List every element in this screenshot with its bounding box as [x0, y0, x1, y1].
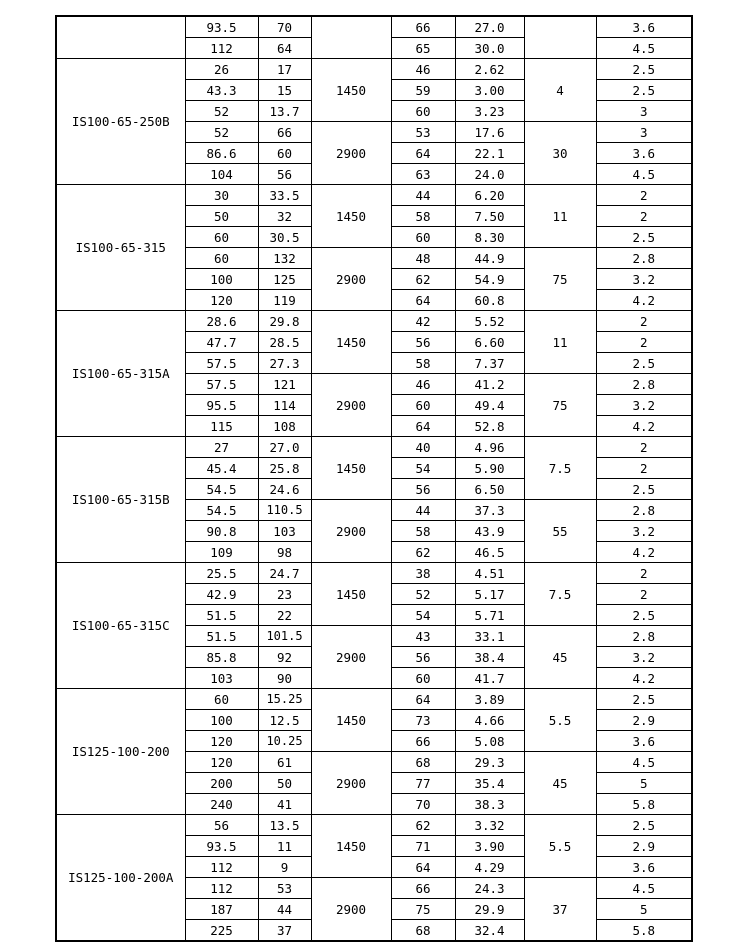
shaft-power-cell: 30.0	[455, 38, 524, 59]
motor-power-cell: 11	[524, 185, 596, 248]
npsh-cell: 2.5	[596, 353, 692, 374]
shaft-power-cell: 4.29	[455, 857, 524, 878]
model-cell: IS100-65-315B	[56, 437, 185, 563]
head-cell: 27.0	[258, 437, 311, 458]
shaft-power-cell: 3.32	[455, 815, 524, 836]
shaft-power-cell: 8.30	[455, 227, 524, 248]
table-row	[56, 185, 692, 206]
flow-cell: 60	[185, 227, 258, 248]
flow-cell: 120	[185, 731, 258, 752]
shaft-power-cell: 22.1	[455, 143, 524, 164]
head-cell: 53	[258, 878, 311, 899]
shaft-power-cell: 6.60	[455, 332, 524, 353]
efficiency-cell: 48	[391, 248, 455, 269]
flow-cell: 95.5	[185, 395, 258, 416]
shaft-power-cell: 2.62	[455, 59, 524, 80]
model-cell	[56, 16, 185, 59]
npsh-cell: 3.2	[596, 395, 692, 416]
head-cell: 90	[258, 668, 311, 689]
motor-power-cell: 45	[524, 752, 596, 815]
flow-cell: 51.5	[185, 626, 258, 647]
model-cell: IS100-65-315A	[56, 311, 185, 437]
efficiency-cell: 58	[391, 353, 455, 374]
flow-cell: 30	[185, 185, 258, 206]
head-cell: 103	[258, 521, 311, 542]
head-cell: 70	[258, 16, 311, 38]
head-cell: 11	[258, 836, 311, 857]
motor-power-cell: 55	[524, 500, 596, 563]
head-cell: 9	[258, 857, 311, 878]
flow-cell: 25.5	[185, 563, 258, 584]
shaft-power-cell: 3.89	[455, 689, 524, 710]
shaft-power-cell: 38.3	[455, 794, 524, 815]
flow-cell: 90.8	[185, 521, 258, 542]
shaft-power-cell: 52.8	[455, 416, 524, 437]
efficiency-cell: 59	[391, 80, 455, 101]
head-cell: 23	[258, 584, 311, 605]
speed-cell: 2900	[311, 248, 391, 311]
efficiency-cell: 58	[391, 206, 455, 227]
efficiency-cell: 60	[391, 101, 455, 122]
npsh-cell: 2.5	[596, 815, 692, 836]
shaft-power-cell: 29.9	[455, 899, 524, 920]
flow-cell: 42.9	[185, 584, 258, 605]
flow-cell: 103	[185, 668, 258, 689]
npsh-cell: 2.5	[596, 689, 692, 710]
efficiency-cell: 44	[391, 500, 455, 521]
shaft-power-cell: 3.23	[455, 101, 524, 122]
flow-cell: 100	[185, 710, 258, 731]
efficiency-cell: 53	[391, 122, 455, 143]
table-row	[56, 563, 692, 584]
flow-cell: 57.5	[185, 353, 258, 374]
flow-cell: 86.6	[185, 143, 258, 164]
head-cell: 15.25	[258, 689, 311, 710]
npsh-cell: 2.5	[596, 479, 692, 500]
efficiency-cell: 62	[391, 542, 455, 563]
flow-cell: 109	[185, 542, 258, 563]
table-row	[56, 311, 692, 332]
npsh-cell: 2.8	[596, 374, 692, 395]
head-cell: 114	[258, 395, 311, 416]
shaft-power-cell: 6.50	[455, 479, 524, 500]
flow-cell: 50	[185, 206, 258, 227]
flow-cell: 56	[185, 815, 258, 836]
motor-power-cell: 4	[524, 59, 596, 122]
shaft-power-cell: 5.52	[455, 311, 524, 332]
shaft-power-cell: 41.2	[455, 374, 524, 395]
model-cell: IS125-100-200	[56, 689, 185, 815]
motor-power-cell: 11	[524, 311, 596, 374]
head-cell: 56	[258, 164, 311, 185]
efficiency-cell: 64	[391, 416, 455, 437]
motor-power-cell: 30	[524, 122, 596, 185]
npsh-cell: 3.2	[596, 521, 692, 542]
head-cell: 92	[258, 647, 311, 668]
efficiency-cell: 68	[391, 752, 455, 773]
shaft-power-cell: 27.0	[455, 16, 524, 38]
efficiency-cell: 44	[391, 185, 455, 206]
flow-cell: 52	[185, 101, 258, 122]
efficiency-cell: 75	[391, 899, 455, 920]
table-row	[56, 689, 692, 710]
shaft-power-cell: 37.3	[455, 500, 524, 521]
efficiency-cell: 66	[391, 16, 455, 38]
npsh-cell: 2	[596, 311, 692, 332]
motor-power-cell: 5.5	[524, 815, 596, 878]
motor-power-cell: 45	[524, 626, 596, 689]
efficiency-cell: 62	[391, 815, 455, 836]
efficiency-cell: 56	[391, 332, 455, 353]
npsh-cell: 2.8	[596, 500, 692, 521]
flow-cell: 104	[185, 164, 258, 185]
npsh-cell: 3	[596, 101, 692, 122]
speed-cell: 1450	[311, 437, 391, 500]
head-cell: 41	[258, 794, 311, 815]
shaft-power-cell: 29.3	[455, 752, 524, 773]
efficiency-cell: 58	[391, 521, 455, 542]
flow-cell: 60	[185, 689, 258, 710]
head-cell: 121	[258, 374, 311, 395]
model-cell: IS100-65-315C	[56, 563, 185, 689]
speed-cell: 1450	[311, 689, 391, 752]
npsh-cell: 4.2	[596, 416, 692, 437]
efficiency-cell: 46	[391, 374, 455, 395]
speed-cell: 2900	[311, 500, 391, 563]
shaft-power-cell: 49.4	[455, 395, 524, 416]
npsh-cell: 2.8	[596, 248, 692, 269]
flow-cell: 54.5	[185, 500, 258, 521]
npsh-cell: 4.2	[596, 290, 692, 311]
head-cell: 10.25	[258, 731, 311, 752]
npsh-cell: 4.2	[596, 542, 692, 563]
efficiency-cell: 63	[391, 164, 455, 185]
motor-power-cell	[524, 16, 596, 59]
npsh-cell: 5.8	[596, 920, 692, 942]
shaft-power-cell: 5.17	[455, 584, 524, 605]
speed-cell: 1450	[311, 59, 391, 122]
efficiency-cell: 65	[391, 38, 455, 59]
head-cell: 108	[258, 416, 311, 437]
shaft-power-cell: 3.00	[455, 80, 524, 101]
flow-cell: 60	[185, 248, 258, 269]
speed-cell: 1450	[311, 563, 391, 626]
efficiency-cell: 71	[391, 836, 455, 857]
head-cell: 24.7	[258, 563, 311, 584]
efficiency-cell: 56	[391, 647, 455, 668]
npsh-cell: 5.8	[596, 794, 692, 815]
shaft-power-cell: 17.6	[455, 122, 524, 143]
table-row	[56, 437, 692, 458]
shaft-power-cell: 4.51	[455, 563, 524, 584]
table-row	[56, 16, 692, 38]
npsh-cell: 2.9	[596, 836, 692, 857]
efficiency-cell: 60	[391, 227, 455, 248]
flow-cell: 112	[185, 857, 258, 878]
efficiency-cell: 60	[391, 395, 455, 416]
head-cell: 12.5	[258, 710, 311, 731]
model-cell: IS100-65-250B	[56, 59, 185, 185]
motor-power-cell: 7.5	[524, 563, 596, 626]
npsh-cell: 2	[596, 332, 692, 353]
efficiency-cell: 42	[391, 311, 455, 332]
npsh-cell: 5	[596, 899, 692, 920]
flow-cell: 93.5	[185, 16, 258, 38]
npsh-cell: 4.5	[596, 878, 692, 899]
efficiency-cell: 60	[391, 668, 455, 689]
table-row	[56, 815, 692, 836]
shaft-power-cell: 44.9	[455, 248, 524, 269]
shaft-power-cell: 41.7	[455, 668, 524, 689]
shaft-power-cell: 5.90	[455, 458, 524, 479]
shaft-power-cell: 7.37	[455, 353, 524, 374]
head-cell: 17	[258, 59, 311, 80]
efficiency-cell: 68	[391, 920, 455, 942]
flow-cell: 93.5	[185, 836, 258, 857]
npsh-cell: 5	[596, 773, 692, 794]
npsh-cell: 3.6	[596, 857, 692, 878]
head-cell: 101.5	[258, 626, 311, 647]
shaft-power-cell: 24.3	[455, 878, 524, 899]
flow-cell: 43.3	[185, 80, 258, 101]
motor-power-cell: 37	[524, 878, 596, 942]
efficiency-cell: 38	[391, 563, 455, 584]
efficiency-cell: 54	[391, 605, 455, 626]
head-cell: 98	[258, 542, 311, 563]
flow-cell: 27	[185, 437, 258, 458]
head-cell: 24.6	[258, 479, 311, 500]
shaft-power-cell: 32.4	[455, 920, 524, 942]
efficiency-cell: 52	[391, 584, 455, 605]
flow-cell: 45.4	[185, 458, 258, 479]
flow-cell: 120	[185, 290, 258, 311]
npsh-cell: 2.5	[596, 227, 692, 248]
shaft-power-cell: 35.4	[455, 773, 524, 794]
efficiency-cell: 46	[391, 59, 455, 80]
npsh-cell: 4.5	[596, 164, 692, 185]
head-cell: 27.3	[258, 353, 311, 374]
shaft-power-cell: 3.90	[455, 836, 524, 857]
flow-cell: 28.6	[185, 311, 258, 332]
speed-cell	[311, 16, 391, 59]
head-cell: 13.5	[258, 815, 311, 836]
head-cell: 50	[258, 773, 311, 794]
head-cell: 125	[258, 269, 311, 290]
efficiency-cell: 54	[391, 458, 455, 479]
shaft-power-cell: 4.66	[455, 710, 524, 731]
shaft-power-cell: 33.1	[455, 626, 524, 647]
shaft-power-cell: 54.9	[455, 269, 524, 290]
flow-cell: 112	[185, 878, 258, 899]
head-cell: 25.8	[258, 458, 311, 479]
npsh-cell: 3.6	[596, 731, 692, 752]
flow-cell: 51.5	[185, 605, 258, 626]
efficiency-cell: 64	[391, 857, 455, 878]
shaft-power-cell: 7.50	[455, 206, 524, 227]
flow-cell: 26	[185, 59, 258, 80]
npsh-cell: 2.5	[596, 80, 692, 101]
flow-cell: 52	[185, 122, 258, 143]
flow-cell: 187	[185, 899, 258, 920]
speed-cell: 1450	[311, 311, 391, 374]
speed-cell: 2900	[311, 374, 391, 437]
head-cell: 64	[258, 38, 311, 59]
head-cell: 37	[258, 920, 311, 942]
shaft-power-cell: 46.5	[455, 542, 524, 563]
table-row	[56, 59, 692, 80]
head-cell: 119	[258, 290, 311, 311]
shaft-power-cell: 24.0	[455, 164, 524, 185]
shaft-power-cell: 5.08	[455, 731, 524, 752]
flow-cell: 120	[185, 752, 258, 773]
head-cell: 15	[258, 80, 311, 101]
npsh-cell: 2	[596, 563, 692, 584]
flow-cell: 112	[185, 38, 258, 59]
flow-cell: 115	[185, 416, 258, 437]
npsh-cell: 4.5	[596, 752, 692, 773]
npsh-cell: 2	[596, 458, 692, 479]
head-cell: 29.8	[258, 311, 311, 332]
speed-cell: 2900	[311, 626, 391, 689]
shaft-power-cell: 5.71	[455, 605, 524, 626]
npsh-cell: 3	[596, 122, 692, 143]
efficiency-cell: 56	[391, 479, 455, 500]
shaft-power-cell: 38.4	[455, 647, 524, 668]
motor-power-cell: 7.5	[524, 437, 596, 500]
npsh-cell: 4.2	[596, 668, 692, 689]
npsh-cell: 2.5	[596, 605, 692, 626]
head-cell: 44	[258, 899, 311, 920]
model-cell: IS125-100-200A	[56, 815, 185, 942]
model-cell: IS100-65-315	[56, 185, 185, 311]
npsh-cell: 2.5	[596, 59, 692, 80]
npsh-cell: 3.6	[596, 143, 692, 164]
head-cell: 32	[258, 206, 311, 227]
npsh-cell: 2	[596, 437, 692, 458]
npsh-cell: 2.8	[596, 626, 692, 647]
head-cell: 13.7	[258, 101, 311, 122]
pump-performance-table	[55, 15, 693, 942]
shaft-power-cell: 60.8	[455, 290, 524, 311]
flow-cell: 100	[185, 269, 258, 290]
motor-power-cell: 75	[524, 248, 596, 311]
efficiency-cell: 70	[391, 794, 455, 815]
shaft-power-cell: 4.96	[455, 437, 524, 458]
speed-cell: 1450	[311, 815, 391, 878]
shaft-power-cell: 6.20	[455, 185, 524, 206]
flow-cell: 85.8	[185, 647, 258, 668]
flow-cell: 240	[185, 794, 258, 815]
efficiency-cell: 64	[391, 689, 455, 710]
shaft-power-cell: 43.9	[455, 521, 524, 542]
speed-cell: 1450	[311, 185, 391, 248]
table-body	[56, 16, 692, 941]
head-cell: 66	[258, 122, 311, 143]
flow-cell: 47.7	[185, 332, 258, 353]
motor-power-cell: 5.5	[524, 689, 596, 752]
npsh-cell: 3.2	[596, 647, 692, 668]
efficiency-cell: 64	[391, 143, 455, 164]
head-cell: 132	[258, 248, 311, 269]
head-cell: 22	[258, 605, 311, 626]
speed-cell: 2900	[311, 752, 391, 815]
efficiency-cell: 62	[391, 269, 455, 290]
head-cell: 60	[258, 143, 311, 164]
head-cell: 28.5	[258, 332, 311, 353]
efficiency-cell: 43	[391, 626, 455, 647]
npsh-cell: 4.5	[596, 38, 692, 59]
head-cell: 110.5	[258, 500, 311, 521]
flow-cell: 225	[185, 920, 258, 942]
efficiency-cell: 77	[391, 773, 455, 794]
efficiency-cell: 73	[391, 710, 455, 731]
npsh-cell: 2	[596, 185, 692, 206]
npsh-cell: 3.6	[596, 16, 692, 38]
npsh-cell: 2	[596, 206, 692, 227]
flow-cell: 200	[185, 773, 258, 794]
motor-power-cell: 75	[524, 374, 596, 437]
flow-cell: 54.5	[185, 479, 258, 500]
npsh-cell: 3.2	[596, 269, 692, 290]
speed-cell: 2900	[311, 878, 391, 942]
head-cell: 30.5	[258, 227, 311, 248]
npsh-cell: 2	[596, 584, 692, 605]
head-cell: 33.5	[258, 185, 311, 206]
efficiency-cell: 66	[391, 731, 455, 752]
npsh-cell: 2.9	[596, 710, 692, 731]
efficiency-cell: 40	[391, 437, 455, 458]
flow-cell: 57.5	[185, 374, 258, 395]
efficiency-cell: 64	[391, 290, 455, 311]
speed-cell: 2900	[311, 122, 391, 185]
efficiency-cell: 66	[391, 878, 455, 899]
head-cell: 61	[258, 752, 311, 773]
